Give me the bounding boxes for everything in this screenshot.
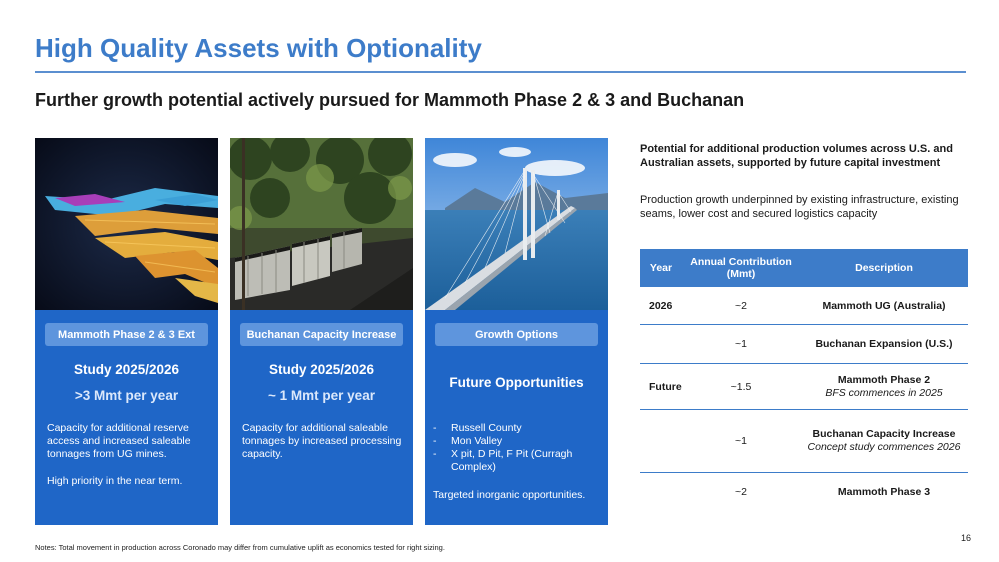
row-contribution: ~1: [735, 337, 747, 350]
row-description: Mammoth Phase 3: [837, 486, 931, 498]
volume-estimate: >3 Mmt per year: [74, 388, 179, 403]
underground-mine-image: [35, 138, 218, 310]
col-annual-contribution: Annual Contribution (Mmt): [690, 256, 792, 280]
row-contribution: ~2: [735, 299, 747, 312]
study-period: Study 2025/2026: [73, 362, 180, 377]
card-label-pill: Growth Options: [435, 323, 598, 346]
table-header: [640, 249, 968, 287]
card-label-pill: Buchanan Capacity Increase: [240, 323, 403, 346]
right-heading: Potential for additional production volumes across U.S. and Australian assets, supported by future capital investment: [640, 143, 953, 169]
row-description: Buchanan Capacity Increase: [812, 428, 956, 440]
coal-rail-cars-image: [230, 138, 413, 310]
row-year: 2026: [649, 299, 673, 312]
footnote: Notes: Total movement in production across Coronado may differ from cumulative uplift as economics tested for right sizing.: [35, 543, 445, 552]
right-body: Production growth underpinned by existing infrastructure, existing seams, lower cost and secured logistics capacity: [640, 194, 959, 220]
row-contribution: ~2: [735, 486, 747, 498]
table-row: [640, 364, 968, 409]
col-description: Description: [855, 262, 913, 274]
table-row: [640, 473, 968, 511]
col-year: Year: [649, 262, 673, 274]
row-description-cell: [800, 364, 968, 409]
title-divider: [35, 71, 966, 73]
card-mammoth: [35, 138, 218, 525]
row-note: BFS commences in 2025: [825, 386, 943, 399]
card-description: Targeted inorganic opportunities.: [433, 489, 586, 501]
row-description: Mammoth UG (Australia): [822, 299, 946, 312]
card-label-pill: Mammoth Phase 2 & 3 Ext: [45, 323, 208, 346]
cable-stayed-bridge-image: [425, 138, 608, 310]
card-description: Capacity for additional saleable tonnages by increased processing capacity.: [242, 422, 402, 460]
row-year: Future: [649, 380, 682, 393]
page-title: High Quality Assets with Optionality: [35, 33, 482, 63]
row-description: Buchanan Expansion (U.S.): [815, 337, 953, 350]
card-priority-note: High priority in the near term.: [47, 475, 183, 487]
card-buchanan: [230, 138, 413, 525]
card-description: Capacity for additional reserve access and increased saleable tonnages from UG mines.: [47, 422, 191, 460]
card-growth-options: [425, 138, 608, 525]
page-number: 16: [961, 533, 972, 543]
future-opportunities-heading: Future Opportunities: [449, 375, 584, 390]
row-contribution: ~1.5: [730, 380, 752, 393]
table-row: [640, 325, 968, 362]
row-note: Concept study commences 2026: [807, 441, 961, 453]
volume-estimate: ~ 1 Mmt per year: [268, 388, 375, 403]
list-item: - Mon Valley: [433, 435, 503, 447]
table-row: [640, 410, 968, 472]
row-description: Mammoth Phase 2: [837, 373, 931, 386]
list-item: - X pit, D Pit, F Pit (Curragh Complex): [433, 448, 573, 473]
row-description-cell: [800, 410, 968, 472]
row-contribution: ~1: [735, 435, 747, 447]
list-item: - Russell County: [433, 422, 522, 434]
study-period: Study 2025/2026: [268, 362, 375, 377]
table-row: [640, 287, 968, 324]
page-subtitle: Further growth potential actively pursued for Mammoth Phase 2 & 3 and Buchanan: [35, 90, 745, 110]
opportunity-list: [433, 422, 603, 474]
